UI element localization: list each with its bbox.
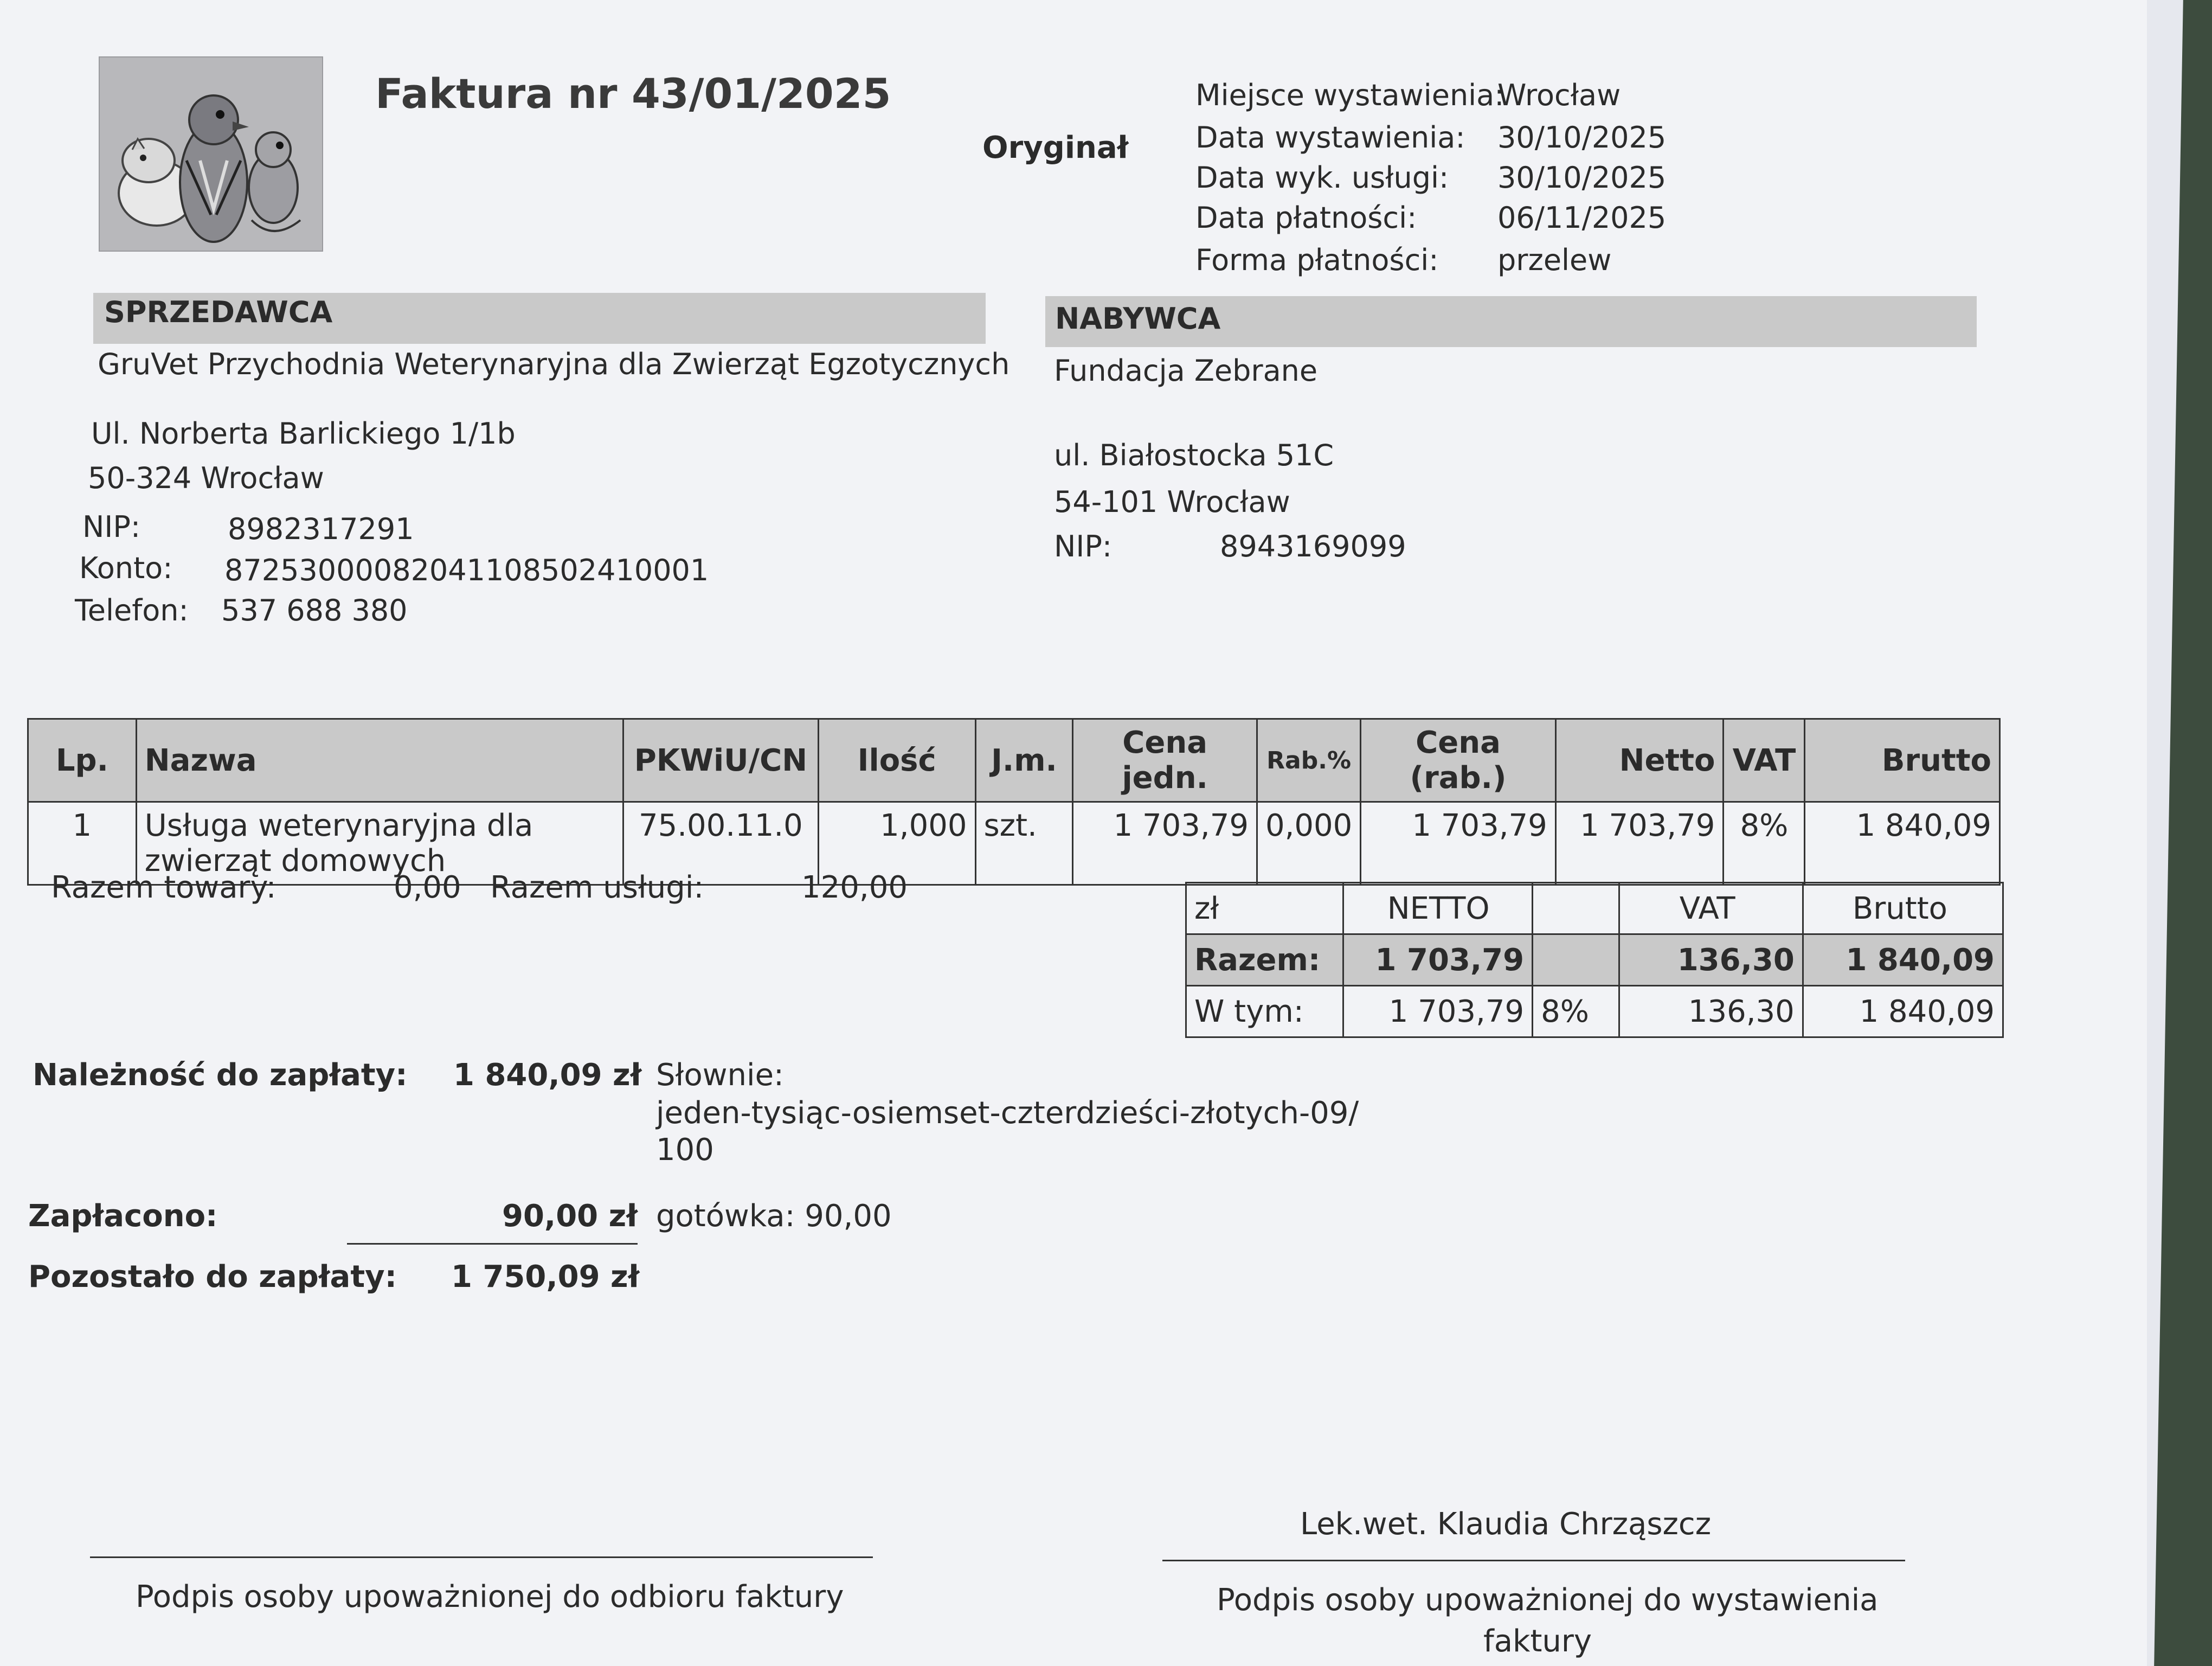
meta-label-issue-date: Data wystawienia: [1195,120,1465,155]
summary-header-rate [1533,883,1619,934]
meta-label-payment-date: Data płatności: [1195,201,1417,235]
amount-words-label: Słownie: [656,1058,784,1093]
services-total-value: 120,00 [801,870,908,905]
paid-label: Zapłacono: [28,1199,218,1234]
col-header-unit-price: Cena jedn. [1073,719,1257,802]
paid-underline [347,1243,638,1245]
meta-label-payment-method: Forma płatności: [1195,243,1439,277]
summary-header-gross: Brutto [1803,883,2003,934]
meta-label-place: Miejsce wystawienia: [1195,78,1504,112]
buyer-name: Fundacja Zebrane [1054,354,1318,388]
meta-value-payment-method: przelew [1497,243,1612,277]
meta-value-issue-date: 30/10/2025 [1497,120,1667,155]
col-header-unit: J.m. [975,719,1073,802]
cash-note: gotówka: 90,00 [656,1199,892,1234]
buyer-nip-label: NIP: [1054,529,1113,563]
amount-due-value: 1 840,09 zł [453,1058,642,1093]
col-header-vat: VAT [1724,719,1805,802]
col-header-qty: Ilość [818,719,975,802]
summary-total-row [1186,934,2003,986]
seller-heading: SPRZEDAWCA [104,295,333,329]
seller-account-label: Konto: [79,551,173,585]
cell-unit: szt. [975,802,1073,885]
cell-price-after-discount: 1 703,79 [1361,802,1555,885]
cell-unit-price: 1 703,79 [1073,802,1257,885]
cell-name-line1: Usługa weterynaryjna dla [144,808,533,843]
summary-total-gross: 1 840,09 [1803,934,2003,986]
summary-breakdown-row [1186,986,2003,1037]
invoice-title: Faktura nr 43/01/2025 [375,69,891,118]
issuer-signature-caption-line1: Podpis osoby upoważnionej do wystawienia [1217,1582,1879,1618]
cell-name-line2: zwierząt domowych [144,843,446,879]
summary-currency: zł [1186,883,1343,934]
items-table [27,718,2001,886]
summary-header-net: NETTO [1343,883,1532,934]
cell-qty: 1,000 [818,802,975,885]
amount-due-label: Należność do zapłaty: [33,1058,408,1093]
col-header-pkwiu: PKWiU/CN [623,719,818,802]
seller-nip: 8982317291 [228,512,414,546]
col-header-price-after-discount: Cena (rab.) [1361,719,1555,802]
summary-of-which-net: 1 703,79 [1343,986,1532,1037]
issuer-name: Lek.wet. Klaudia Chrząszcz [1300,1507,1712,1542]
issuer-signature-line [1162,1560,1905,1561]
goods-total-value: 0,00 [394,870,461,905]
col-header-net: Netto [1555,719,1724,802]
goods-total-label: Razem towary: [51,870,276,905]
summary-of-which-rate: 8% [1533,986,1619,1037]
buyer-street: ul. Białostocka 51C [1054,438,1334,472]
remaining-value: 1 750,09 zł [451,1259,640,1295]
summary-total-rate [1533,934,1619,986]
items-header-row [28,719,2000,802]
summary-of-which-gross: 1 840,09 [1803,986,2003,1037]
remaining-label: Pozostało do zapłaty: [28,1259,397,1295]
table-row [28,802,2000,885]
buyer-city: 54-101 Wrocław [1054,485,1290,519]
buyer-nip: 8943169099 [1220,529,1406,563]
cell-pkwiu: 75.00.11.0 [623,802,818,885]
seller-name: GruVet Przychodnia Weterynaryjna dla Zwierząt Egzotycznych [98,347,1010,381]
seller-city: 50-324 Wrocław [88,461,324,495]
summary-of-which-vat: 136,30 [1619,986,1803,1037]
cell-net: 1 703,79 [1555,802,1724,885]
copy-label: Oryginał [982,130,1129,165]
seller-nip-label: NIP: [82,510,141,544]
clinic-animals-logo-icon [99,56,323,252]
amount-words-line1: jeden-tysiąc-osiemset-czterdzieści-złotych-09/ [656,1095,1359,1131]
receiver-signature-line [90,1556,873,1558]
meta-value-service-date: 30/10/2025 [1497,161,1667,195]
cell-gross: 1 840,09 [1805,802,2000,885]
issuer-signature-caption-line2: faktury [1483,1624,1592,1659]
seller-phone: 537 688 380 [221,593,408,627]
receiver-signature-caption: Podpis osoby upoważnionej do odbioru faktury [136,1579,844,1614]
services-total-label: Razem usługi: [490,870,704,905]
col-header-discount: Rab.% [1257,719,1360,802]
cell-lp: 1 [28,802,137,885]
buyer-heading: NABYWCA [1055,302,1221,336]
summary-total-label: Razem: [1186,934,1343,986]
summary-of-which-label: W tym: [1186,986,1343,1037]
seller-phone-label: Telefon: [75,593,189,627]
cell-discount: 0,000 [1257,802,1360,885]
col-header-gross: Brutto [1805,719,2000,802]
col-header-name: Nazwa [136,719,623,802]
seller-account: 87253000082041108502410001 [224,553,709,587]
seller-street: Ul. Norberta Barlickiego 1/1b [91,416,516,451]
summary-total-vat: 136,30 [1619,934,1803,986]
summary-header-row [1186,883,2003,934]
summary-total-net: 1 703,79 [1343,934,1532,986]
vat-summary-table [1185,882,2004,1038]
col-header-lp: Lp. [28,719,137,802]
meta-value-payment-date: 06/11/2025 [1497,201,1667,235]
meta-value-place: Wrocław [1497,78,1621,112]
paid-value: 90,00 zł [502,1199,638,1234]
meta-label-service-date: Data wyk. usługi: [1195,161,1449,195]
cell-vat: 8% [1724,802,1805,885]
summary-header-vat: VAT [1619,883,1803,934]
amount-words-line2: 100 [656,1132,714,1168]
